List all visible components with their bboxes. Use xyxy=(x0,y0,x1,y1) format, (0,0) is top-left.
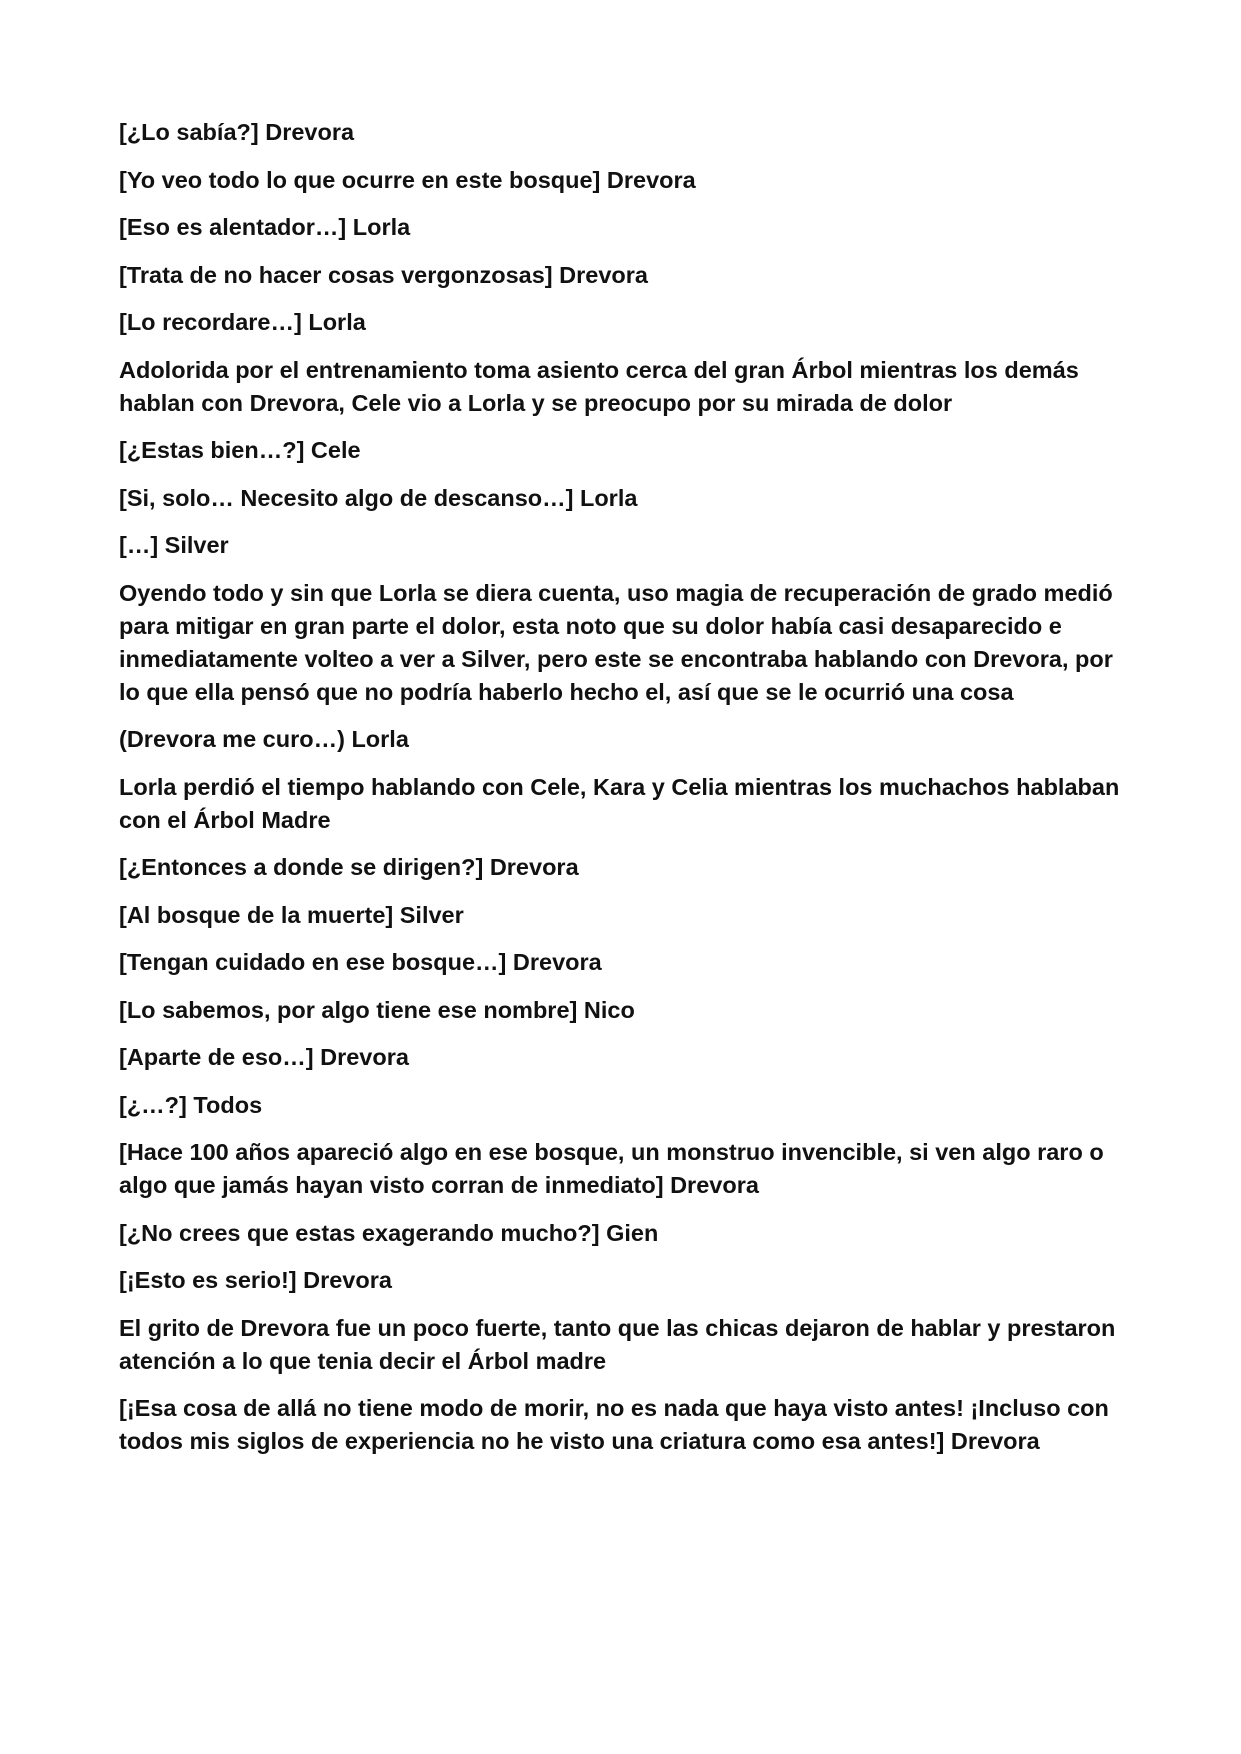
dialogue-line: [¿Entonces a donde se dirigen?] Drevora xyxy=(119,854,579,880)
narration-paragraph: Lorla perdió el tiempo hablando con Cele, Kara y Celia mientras los muchachos hablaban con el Árbol Madre xyxy=(119,773,1120,833)
narration-paragraph: Adolorida por el entrenamiento toma asiento cerca del gran Árbol mientras los demás hablan con Drevora, Cele vio a Lorla y se preocupo por su mirada de dolor xyxy=(119,356,1079,416)
thought-line: (Drevora me curo…) Lorla xyxy=(119,726,409,752)
dialogue-line: [¡Esto es serio!] Drevora xyxy=(119,1267,392,1293)
dialogue-line: [¡Esa cosa de allá no tiene modo de morir, no es nada que haya visto antes! ¡Incluso con todos mis siglos de experiencia no he visto una criatura como esa antes!] Drevora xyxy=(119,1395,1109,1454)
dialogue-line: [Hace 100 años apareció algo en ese bosque, un monstruo invencible, si ven algo raro o algo que jamás hayan visto corran de inmediato] Drevora xyxy=(119,1139,1104,1198)
dialogue-line: [¿…?] Todos xyxy=(119,1091,263,1118)
dialogue-line: [Aparte de eso…] Drevora xyxy=(119,1044,409,1070)
dialogue-line: [¿No crees que estas exagerando mucho?] Gien xyxy=(119,1219,659,1246)
dialogue-line: [¿Estas bien…?] Cele xyxy=(119,437,361,463)
document-body xyxy=(119,116,1139,1473)
dialogue-line: [Lo recordare…] Lorla xyxy=(119,309,366,335)
narration-paragraph: Oyendo todo y sin que Lorla se diera cuenta, uso magia de recuperación de grado medió para mitigar en gran parte el dolor, esta noto que su dolor había casi desaparecido e inmediatamente volteo a ver a Silver, pero este se encontraba hablando con Drevora, por lo que ella pensó que no podría haberlo hecho el, así que se le ocurrió una cosa xyxy=(119,579,1113,705)
dialogue-line: [Tengan cuidado en ese bosque…] Drevora xyxy=(119,949,602,975)
dialogue-line: […] Silver xyxy=(119,532,229,558)
dialogue-line: [Lo sabemos, por algo tiene ese nombre] Nico xyxy=(119,996,635,1023)
narration-paragraph: El grito de Drevora fue un poco fuerte, tanto que las chicas dejaron de hablar y prestaron atención a lo que tenia decir el Árbol madre xyxy=(119,1314,1116,1374)
dialogue-line: [Yo veo todo lo que ocurre en este bosque] Drevora xyxy=(119,166,696,193)
dialogue-line: [Trata de no hacer cosas vergonzosas] Drevora xyxy=(119,261,648,288)
dialogue-line: [¿Lo sabía?] Drevora xyxy=(119,119,355,145)
dialogue-line: [Al bosque de la muerte] Silver xyxy=(119,901,464,928)
dialogue-line: [Eso es alentador…] Lorla xyxy=(119,214,411,240)
dialogue-line: [Si, solo… Necesito algo de descanso…] Lorla xyxy=(119,484,638,511)
